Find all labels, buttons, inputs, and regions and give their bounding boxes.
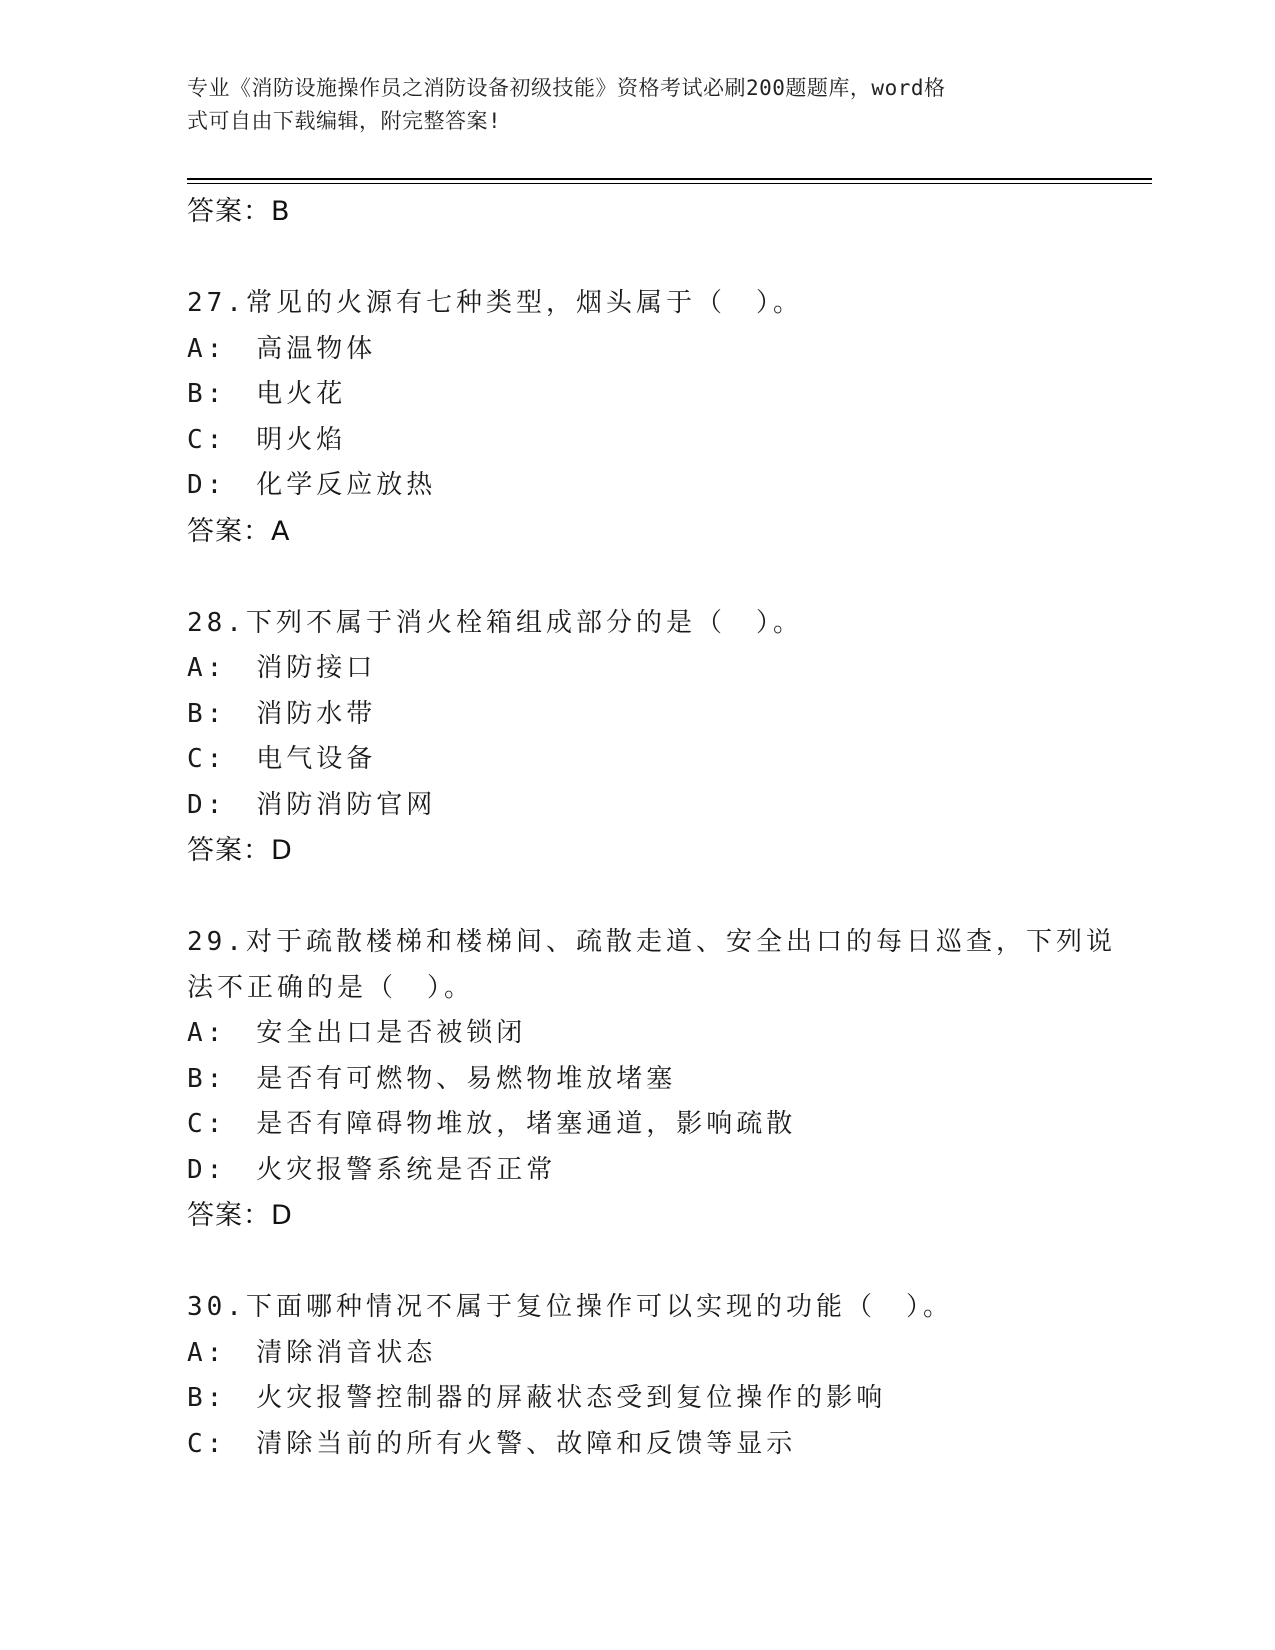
spacer bbox=[187, 234, 1087, 281]
option-c: C: 清除当前的所有火警、故障和反馈等显示 bbox=[187, 1428, 797, 1459]
option-b: B: 电火花 bbox=[187, 379, 347, 409]
option-c: C: 电气设备 bbox=[187, 744, 377, 774]
question-30 bbox=[187, 1285, 1087, 1467]
option-a: A: 清除消音状态 bbox=[187, 1337, 437, 1368]
option-d: D: 消防消防官网 bbox=[187, 789, 437, 820]
question-28 bbox=[187, 601, 1087, 874]
answer: 答案：A bbox=[187, 515, 291, 547]
option-b: B: 是否有可燃物、易燃物堆放堵塞 bbox=[187, 1063, 677, 1094]
question-content bbox=[187, 189, 1116, 1467]
header-rule-thin bbox=[187, 183, 1152, 184]
option-c: C: 是否有障碍物堆放，堵塞通道，影响疏散 bbox=[187, 1109, 797, 1139]
question-stem-line-1: 29.对于疏散楼梯和楼梯间、疏散走道、安全出口的每日巡查，下列说 bbox=[187, 927, 1116, 957]
header-line-1: 专业《消防设施操作员之消防设备初级技能》资格考试必刷200题题库，word格 bbox=[187, 76, 946, 100]
option-b: B: 消防水带 bbox=[187, 698, 377, 729]
spacer bbox=[187, 554, 1087, 601]
option-b: B: 火灾报警控制器的屏蔽状态受到复位操作的影响 bbox=[187, 1383, 887, 1413]
question-stem: 28.下列不属于消火栓箱组成部分的是（ ）。 bbox=[187, 607, 803, 638]
answer: 答案：D bbox=[187, 1200, 293, 1231]
previous-answer: 答案：B bbox=[187, 196, 291, 227]
spacer bbox=[187, 1238, 1087, 1285]
option-a: A: 安全出口是否被锁闭 bbox=[187, 1018, 527, 1048]
option-c: C: 明火焰 bbox=[187, 424, 347, 455]
option-d: D: 火灾报警系统是否正常 bbox=[187, 1154, 557, 1185]
option-a: A: 消防接口 bbox=[187, 653, 377, 683]
header-rule-thick bbox=[187, 178, 1152, 180]
question-29 bbox=[187, 920, 1116, 1238]
document-header bbox=[187, 72, 1087, 138]
question-stem-line-2: 法不正确的是（ ）。 bbox=[187, 972, 475, 1003]
question-stem: 27.常见的火源有七种类型，烟头属于（ ）。 bbox=[187, 288, 803, 318]
question-27 bbox=[187, 281, 1087, 554]
question-stem: 30.下面哪种情况不属于复位操作可以实现的功能（ ）。 bbox=[187, 1292, 953, 1322]
spacer bbox=[187, 873, 1087, 920]
header-line-2: 式可自由下载编辑，附完整答案! bbox=[187, 109, 502, 133]
answer: 答案：D bbox=[187, 835, 293, 866]
option-d: D: 化学反应放热 bbox=[187, 470, 437, 500]
option-a: A: 高温物体 bbox=[187, 333, 377, 364]
